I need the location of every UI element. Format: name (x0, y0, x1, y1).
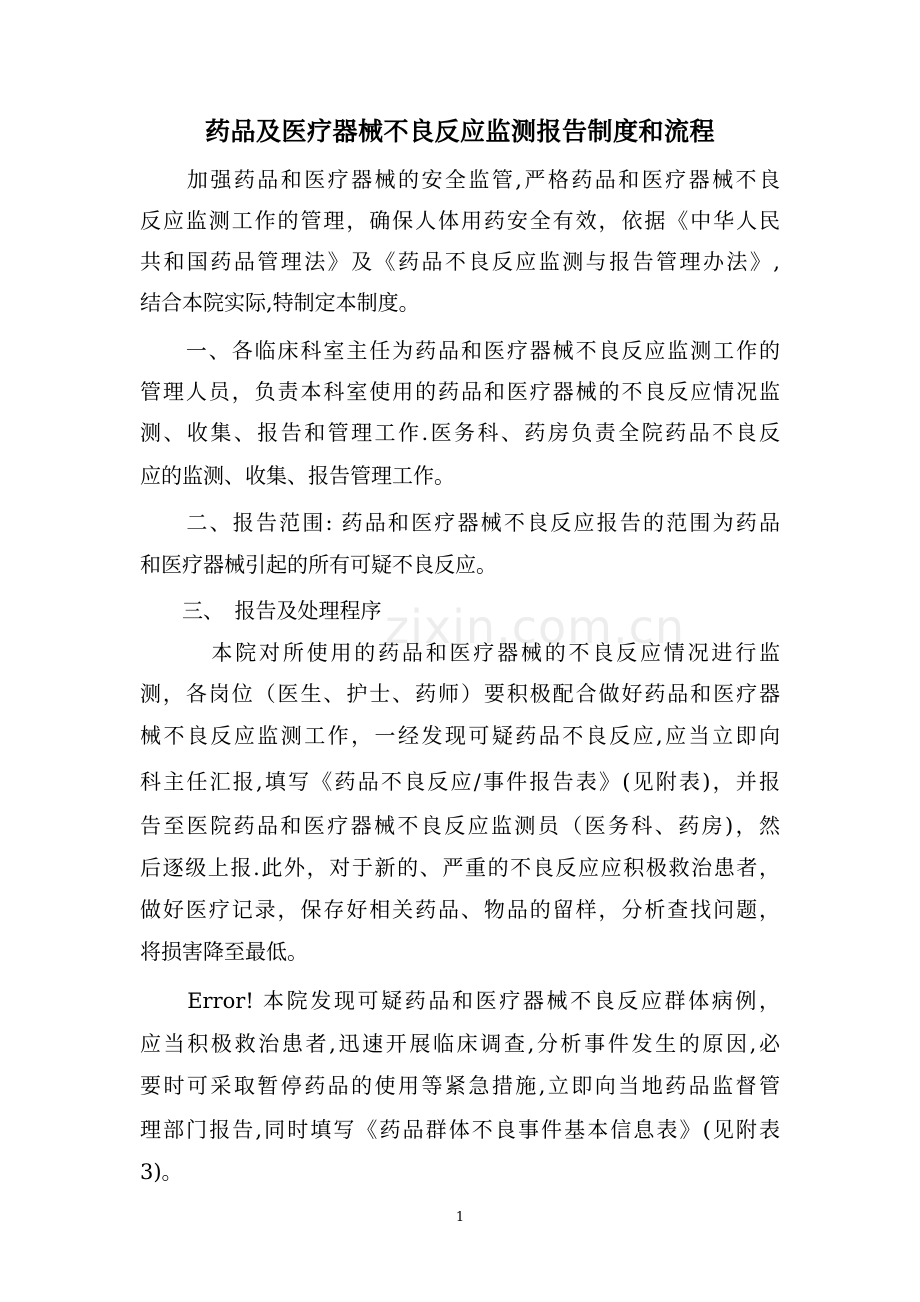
body-line: 做好医疗记录，保存好相关药品、物品的留样，分析查找问题， (140, 898, 780, 922)
body-line: 将损害降至最低。 (140, 940, 308, 964)
body-line: 后逐级上报.此外，对于新的、严重的不良反应应积极救治患者， (140, 856, 780, 880)
body-line: 和医疗器械引起的所有可疑不良反应。 (140, 553, 497, 577)
body-line: 要时可采取暂停药品的使用等紧急措施,立即向当地药品监督管 (140, 1074, 780, 1098)
body-line: 告至医院药品和医疗器械不良反应监测员（医务科、药房)，然 (140, 814, 780, 838)
body-line: 应的监测、收集、报告管理工作。 (140, 464, 455, 488)
body-line: 理部门报告,同时填写《药品群体不良事件基本信息表》(见附表 (140, 1118, 780, 1142)
body-line: 共和国药品管理法》及《药品不良反应监测与报告管理办法》, (140, 250, 780, 274)
document-title: 药品及医疗器械不良反应监测报告制度和流程 (204, 117, 715, 146)
body-line: 二、报告范围: 药品和医疗器械不良反应报告的范围为药品 (140, 511, 780, 535)
body-line: 加强药品和医疗器械的安全监管,严格药品和医疗器械不良 (140, 168, 780, 192)
body-line: 科主任汇报,填写《药品不良反应/事件报告表》(见附表)，并报 (140, 770, 780, 794)
body-line: 一、各临床科室主任为药品和医疗器械不良反应监测工作的 (140, 339, 780, 363)
page-number: 1 (455, 1210, 465, 1225)
body-line: Error! 本院发现可疑药品和医疗器械不良反应群体病例， (140, 989, 780, 1013)
body-line: 反应监测工作的管理，确保人体用药安全有效，依据《中华人民 (140, 209, 780, 233)
section-heading: 三、 报告及处理程序 (140, 599, 382, 623)
body-line: 3)。 (140, 1160, 183, 1184)
body-line: 管理人员，负责本科室使用的药品和医疗器械的不良反应情况监 (140, 380, 780, 404)
body-line: 本院对所使用的药品和医疗器械的不良反应情况进行监 (140, 641, 780, 665)
body-line: 测，各岗位（医生、护士、药师）要积极配合做好药品和医疗器 (140, 682, 780, 706)
body-line: 结合本院实际,特制定本制度。 (140, 291, 420, 315)
watermark: zixin.com.cn (385, 600, 686, 654)
body-line: 测、收集、报告和管理工作.医务科、药房负责全院药品不良反 (140, 421, 780, 445)
body-line: 械不良反应监测工作，一经发现可疑药品不良反应,应当立即向 (140, 724, 780, 748)
body-line: 应当积极救治患者,迅速开展临床调查,分析事件发生的原因,必 (140, 1032, 780, 1056)
